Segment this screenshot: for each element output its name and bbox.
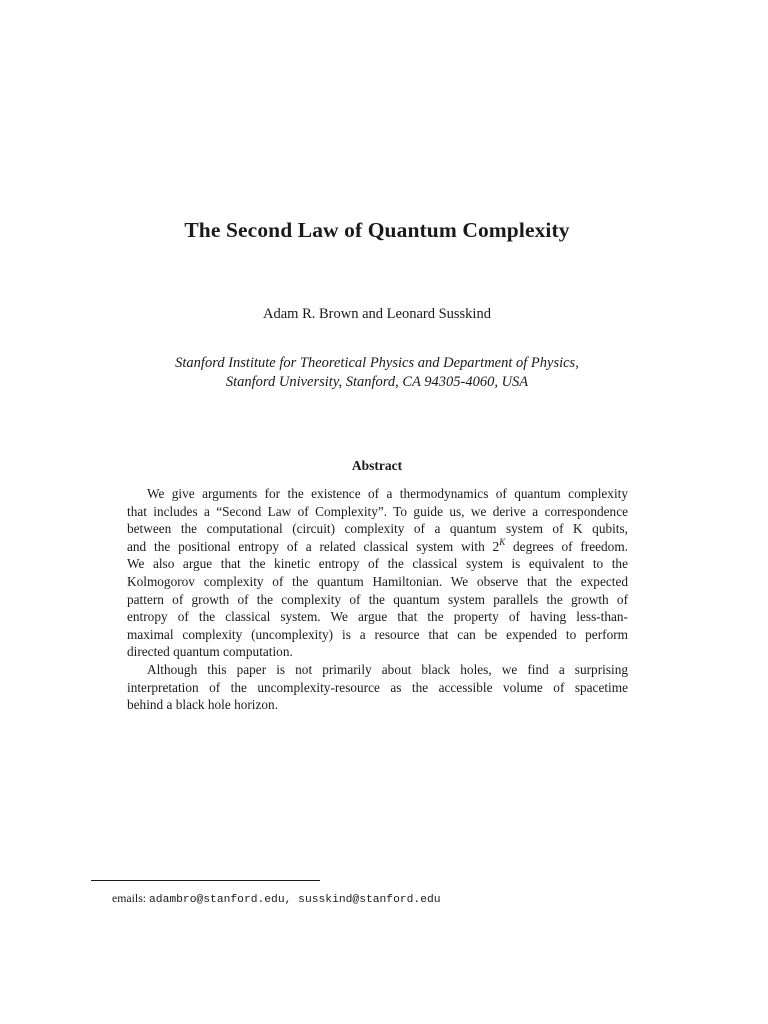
- abstract-heading: Abstract: [351, 458, 403, 473]
- footnote-rule: [91, 880, 320, 881]
- abstract-body: [127, 485, 628, 714]
- abstract-line: Although this paper is not primarily about black holes, we find a surprising: [147, 661, 628, 677]
- abstract-line: We give arguments for the existence of a thermodynamics of quantum complexity: [147, 486, 628, 501]
- abstract-line: We also argue that the kinetic entropy of the classical system is equivalent to the: [127, 556, 628, 572]
- footnote: [112, 891, 441, 906]
- paper-authors: Adam R. Brown and Leonard Susskind: [263, 306, 491, 322]
- abstract-line: Kolmogorov complexity of the quantum Hamiltonian. We observe that the expected: [127, 573, 628, 589]
- abstract-line: directed quantum computation.: [127, 644, 293, 660]
- affiliation: [0, 354, 754, 392]
- abstract-line-text: and the positional entropy of a related classical system with 2: [127, 538, 500, 554]
- abstract-line: [127, 538, 628, 556]
- abstract-line: entropy of the classical system. We argue that the property of having less-than-: [127, 609, 628, 625]
- abstract-line: that includes a “Second Law of Complexity”. To guide us, we derive a correspondence: [127, 503, 628, 519]
- superscript-k: K: [499, 536, 506, 547]
- abstract-line: interpretation of the uncomplexity-resource as the accessible volume of spacetime: [127, 679, 628, 695]
- footnote-emails[interactable]: adambro@stanford.edu, susskind@stanford.edu: [149, 894, 441, 906]
- abstract-line: between the computational (circuit) complexity of a quantum system of K qubits,: [127, 521, 628, 537]
- abstract-line-text: degrees of freedom.: [505, 538, 628, 554]
- affiliation-line-2: Stanford University, Stanford, CA 94305-4060, USA: [225, 374, 529, 390]
- abstract-line: behind a black hole horizon.: [127, 697, 279, 713]
- abstract-paragraph-1: [127, 485, 628, 661]
- abstract-paragraph-2: [127, 661, 628, 714]
- affiliation-line-1: Stanford Institute for Theoretical Physics and Department of Physics,: [175, 355, 579, 371]
- abstract-line: maximal complexity (uncomplexity) is a resource that can be expended to perform: [127, 626, 628, 642]
- footnote-label: emails:: [112, 891, 150, 905]
- abstract-line: pattern of growth of the complexity of the quantum system parallels the growth of: [127, 591, 628, 607]
- paper-title: The Second Law of Quantum Complexity: [184, 218, 570, 242]
